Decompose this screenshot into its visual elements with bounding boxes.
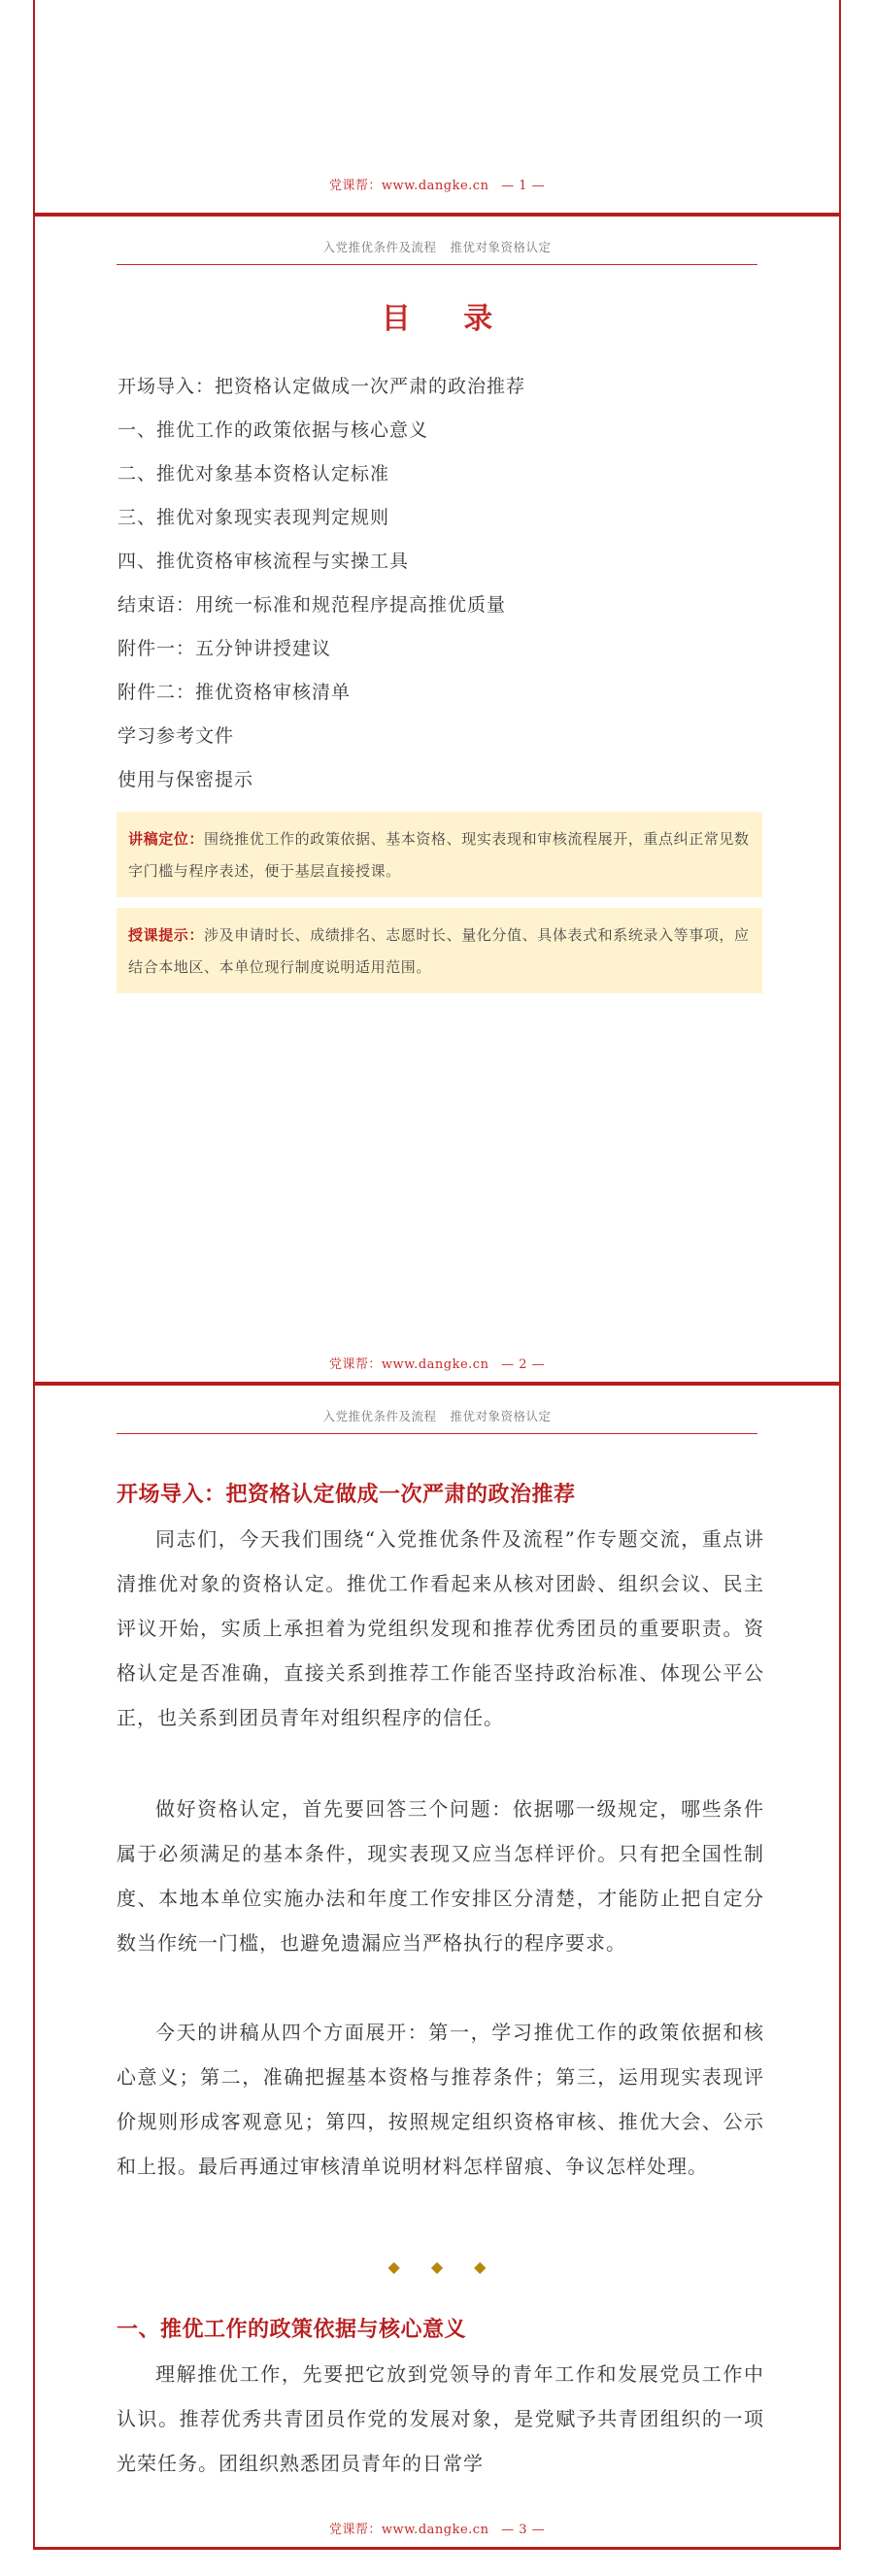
toc-item[interactable]: 附件二：推优资格审核清单 bbox=[118, 682, 352, 703]
body-paragraph: 同志们，今天我们围绕“入党推优条件及流程”作专题交流，重点讲清推优对象的资格认定。推优工作看起来从核对团龄、组织会议、民主评议开始，实质上承担着为党组织发现和推荐优秀团员的重要职责。资格认定是否准确，直接关系到推荐工作能否坚持政治标准、体现公平公正，也关系到团员青年对组织程序的信任。 bbox=[117, 1527, 764, 1729]
footer-page-number: — 3 — bbox=[501, 2523, 546, 2537]
page-header bbox=[117, 1407, 757, 1434]
toc-item[interactable]: 使用与保密提示 bbox=[118, 769, 254, 790]
section-title-intro: 开场导入：把资格认定做成一次严肃的政治推荐 bbox=[117, 1482, 576, 1507]
page-footer bbox=[35, 2519, 839, 2537]
footer-page-number: — 1 — bbox=[501, 179, 546, 193]
section-title-one: 一、推优工作的政策依据与核心意义 bbox=[117, 2317, 467, 2342]
body-paragraph: 今天的讲稿从四个方面展开：第一，学习推优工作的政策依据和核心意义；第二，准确把握基本资格与推荐条件；第三，运用现实表现评价规则形成客观意见；第四，按照规定组织资格审核、推优大会、公示和上报。最后再通过审核清单说明材料怎样留痕、争议怎样处理。 bbox=[117, 2021, 764, 2178]
diamond-icon: ◆ bbox=[474, 2258, 487, 2276]
footer-site: 党课帮：www.dangke.cn bbox=[328, 1357, 489, 1372]
footer-page-number: — 2 — bbox=[501, 1357, 546, 1372]
page-footer bbox=[35, 175, 839, 193]
toc-list bbox=[118, 365, 525, 802]
positioning-note bbox=[117, 812, 762, 897]
toc-item[interactable]: 二、推优对象基本资格认定标准 bbox=[118, 463, 390, 485]
teaching-hint-note bbox=[117, 908, 762, 993]
page-3 bbox=[33, 1383, 841, 2550]
header-right: 推优对象资格认定 bbox=[450, 1409, 552, 1423]
page-footer bbox=[35, 1354, 839, 1372]
positioning-label: 讲稿定位： bbox=[128, 830, 205, 848]
header-left: 入党推优条件及流程 bbox=[322, 1409, 437, 1423]
toc-item[interactable]: 学习参考文件 bbox=[118, 725, 235, 747]
hint-label: 授课提示： bbox=[128, 926, 205, 944]
diamond-icon: ◆ bbox=[430, 2258, 444, 2276]
toc-item[interactable]: 三、推优对象现实表现判定规则 bbox=[118, 507, 390, 528]
page-2 bbox=[33, 214, 841, 1385]
positioning-text: 围绕推优工作的政策依据、基本资格、现实表现和审核流程展开，重点纠正常见数字门槛与程序表述，便于基层直接授课。 bbox=[128, 830, 750, 880]
toc-item[interactable]: 开场导入：把资格认定做成一次严肃的政治推荐 bbox=[118, 376, 526, 397]
diamond-icon: ◆ bbox=[387, 2258, 400, 2276]
footer-site: 党课帮：www.dangke.cn bbox=[328, 179, 489, 193]
body-paragraph: 理解推优工作，先要把它放到党领导的青年工作和发展党员工作中认识。推荐优秀共青团员作党的发展对象，是党赋予共青团组织的一项光荣任务。团组织熟悉团员青年的日常学 bbox=[117, 2362, 764, 2475]
page-1 bbox=[33, 0, 841, 216]
page-header bbox=[117, 238, 757, 265]
body-paragraph: 做好资格认定，首先要回答三个问题：依据哪一级规定，哪些条件属于必须满足的基本条件，现实表现又应当怎样评价。只有把全国性制度、本地本单位实施办法和年度工作安排区分清楚，才能防止把自定分数当作统一门槛，也避免遗漏应当严格执行的程序要求。 bbox=[117, 1797, 764, 1955]
toc-item[interactable]: 一、推优工作的政策依据与核心意义 bbox=[118, 419, 429, 441]
toc-title: 目 录 bbox=[381, 302, 515, 336]
footer-site: 党课帮：www.dangke.cn bbox=[328, 2523, 489, 2537]
header-left: 入党推优条件及流程 bbox=[322, 240, 437, 254]
hint-text: 涉及申请时长、成绩排名、志愿时长、量化分值、具体表式和系统录入等事项，应结合本地区、本单位现行制度说明适用范围。 bbox=[128, 926, 750, 976]
toc-item[interactable]: 附件一：五分钟讲授建议 bbox=[118, 638, 332, 659]
header-right: 推优对象资格认定 bbox=[450, 240, 552, 254]
section-divider bbox=[35, 2258, 839, 2276]
toc-item[interactable]: 结束语：用统一标准和规范程序提高推优质量 bbox=[118, 594, 507, 616]
toc-item[interactable]: 四、推优资格审核流程与实操工具 bbox=[118, 551, 410, 572]
